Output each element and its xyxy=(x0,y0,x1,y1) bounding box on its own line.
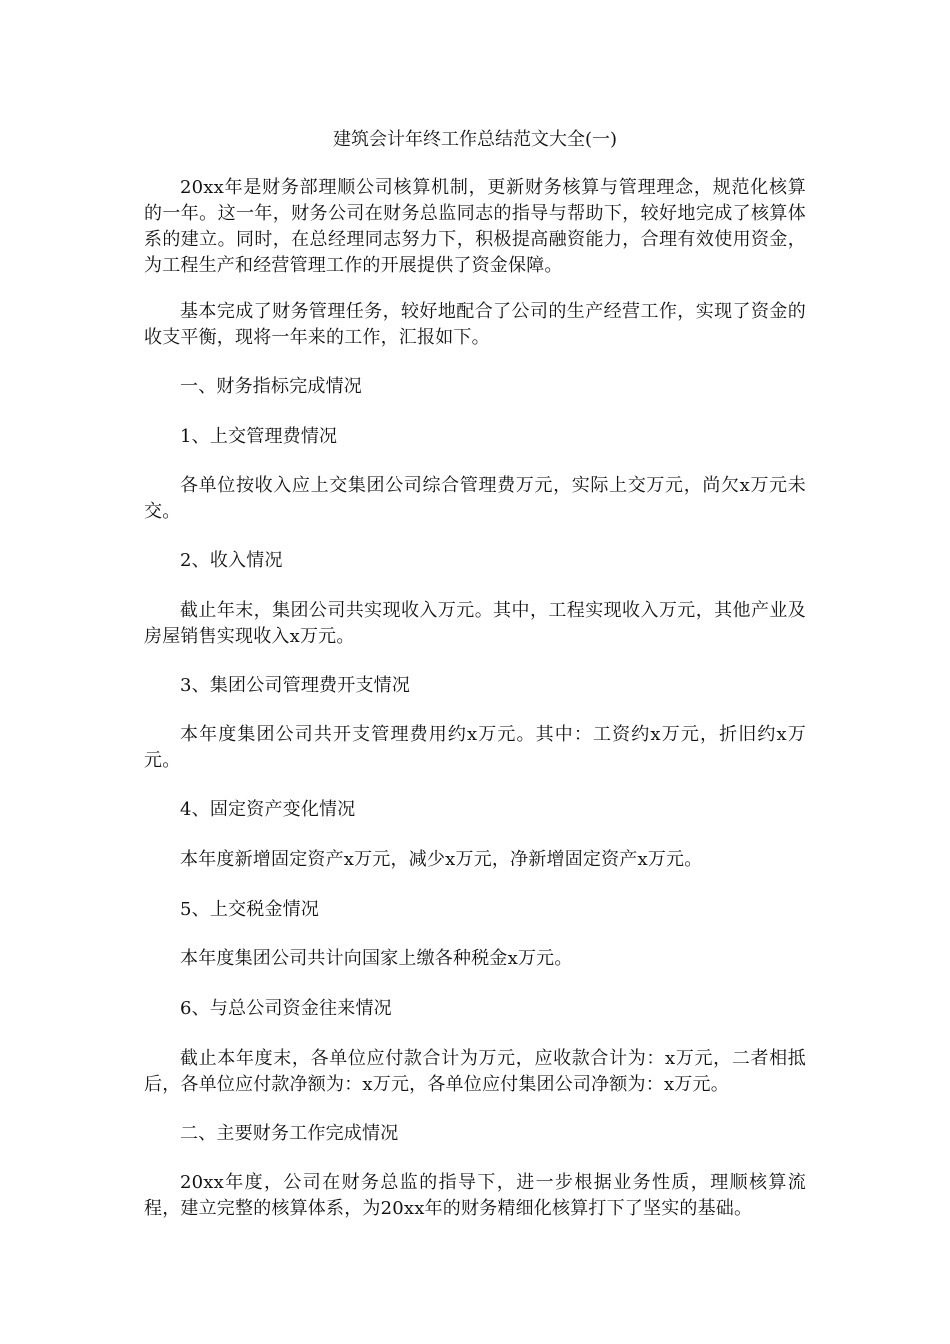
subheading-3: 3、集团公司管理费开支情况 xyxy=(180,675,411,696)
section-heading-2: 二、主要财务工作完成情况 xyxy=(180,1123,399,1144)
paragraph-funds: 截止本年度末，各单位应付款合计为万元，应收款合计为：x万元，二者相抵后，各单位应付款净额为：x万元，各单位应付集团公司净额为：x万元。 xyxy=(144,1048,806,1095)
subheading-2: 2、收入情况 xyxy=(180,550,283,571)
paragraph-main-work: 20xx年度，公司在财务总监的指导下，进一步根据业务性质，理顺核算流程，建立完整的核算体系，为20xx年的财务精细化核算打下了坚实的基础。 xyxy=(144,1172,806,1219)
paragraph-taxes: 本年度集团公司共计向国家上缴各种税金x万元。 xyxy=(180,948,573,969)
section-heading-1: 一、财务指标完成情况 xyxy=(180,376,362,397)
subheading-1: 1、上交管理费情况 xyxy=(180,426,338,447)
paragraph-management-fee: 各单位按收入应上交集团公司综合管理费万元，实际上交万元，尚欠x万元未交。 xyxy=(144,475,806,522)
subheading-6: 6、与总公司资金往来情况 xyxy=(180,998,392,1019)
subheading-4: 4、固定资产变化情况 xyxy=(180,799,356,820)
paragraph-expenses: 本年度集团公司共开支管理费用约x万元。其中：工资约x万元，折旧约x万元。 xyxy=(144,724,806,771)
subheading-5: 5、上交税金情况 xyxy=(180,899,320,920)
paragraph-summary: 基本完成了财务管理任务，较好地配合了公司的生产经营工作，实现了资金的收支平衡，现将一年来的工作，汇报如下。 xyxy=(144,301,806,348)
paragraph-fixed-assets: 本年度新增固定资产x万元，减少x万元，净新增固定资产x万元。 xyxy=(180,849,703,870)
paragraph-income: 截止年末，集团公司共实现收入万元。其中，工程实现收入万元，其他产业及房屋销售实现收入x万元。 xyxy=(144,600,806,647)
document-title: 建筑会计年终工作总结范文大全(一) xyxy=(332,129,618,150)
paragraph-intro: 20xx年是财务部理顺公司核算机制，更新财务核算与管理理念，规范化核算的一年。这一年，财务公司在财务总监同志的指导与帮助下，较好地完成了核算体系的建立。同时，在总经理同志努力下，积极提高融资能力，合理有效使用资金，为工程生产和经营管理工作的开展提供了资金保障。 xyxy=(144,177,806,276)
